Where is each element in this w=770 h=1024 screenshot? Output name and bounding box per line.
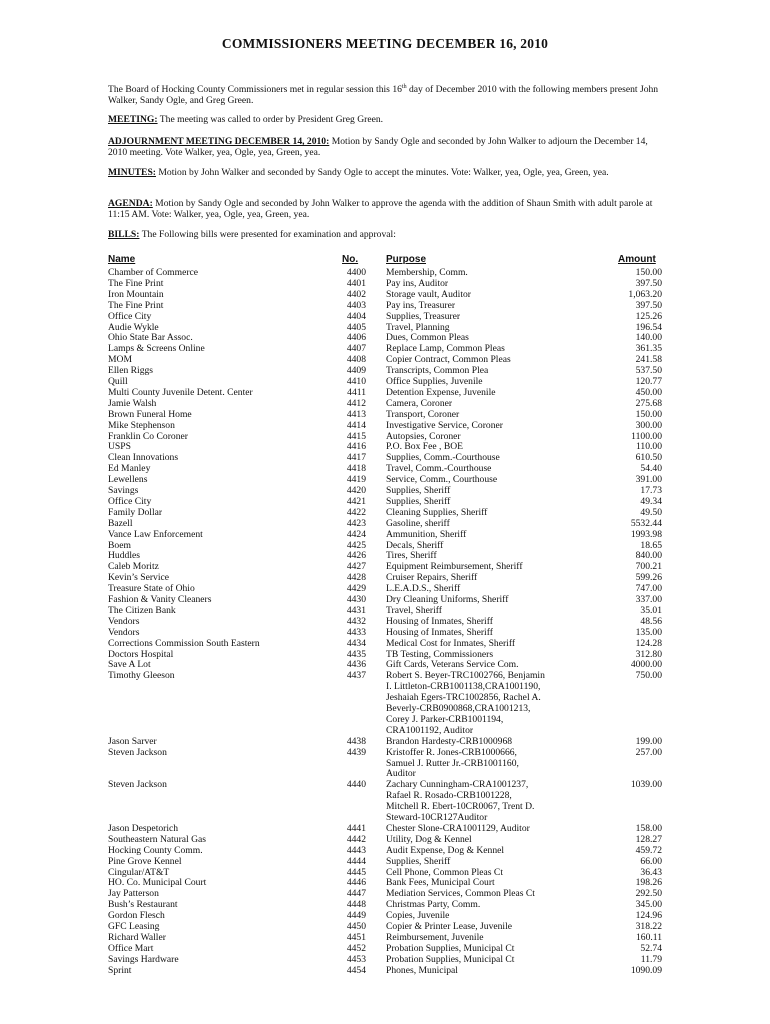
purpose-line: Pay ins, Treasurer bbox=[386, 299, 456, 311]
purpose-line: Office Supplies, Juvenile bbox=[386, 376, 483, 387]
purpose-line: Housing of Inmates, Sheriff bbox=[386, 615, 493, 627]
bill-number: 4425 bbox=[346, 539, 366, 551]
payee-name: Boem bbox=[108, 539, 131, 551]
purpose-line: Phones, Municipal bbox=[386, 964, 458, 976]
purpose-line: Brandon Hardesty-CRB1000968 bbox=[386, 735, 513, 747]
table-row bbox=[0, 671, 770, 736]
bill-purpose bbox=[386, 628, 566, 639]
bill-amount: 198.26 bbox=[635, 877, 662, 889]
purpose-line: Robert S. Beyer-TRC1002766, Benjamin bbox=[386, 670, 545, 682]
purpose-line: Zachary Cunningham-CRA1001237, bbox=[386, 779, 529, 791]
bill-number: 4433 bbox=[346, 626, 366, 638]
bill-amount: 150.00 bbox=[635, 408, 662, 420]
bill-number: 4430 bbox=[346, 594, 366, 605]
payee-name: Mike Stephenson bbox=[108, 419, 175, 431]
purpose-line: Mitchell R. Ebert-10CR0067, Trent D. bbox=[386, 801, 535, 813]
bill-number: 4436 bbox=[346, 659, 366, 671]
bill-amount: 54.40 bbox=[640, 463, 662, 475]
bill-purpose bbox=[386, 846, 566, 857]
bill-purpose bbox=[386, 519, 566, 530]
bill-number: 4435 bbox=[346, 648, 366, 660]
purpose-line: Pay ins, Auditor bbox=[386, 277, 449, 289]
bill-amount: 318.22 bbox=[635, 921, 662, 932]
bill-amount: 66.00 bbox=[640, 855, 662, 867]
purpose-line: Auditor bbox=[386, 768, 416, 780]
bill-number: 4401 bbox=[346, 277, 366, 289]
payee-name: Family Dollar bbox=[108, 506, 163, 518]
bill-purpose bbox=[386, 748, 566, 781]
bill-amount: 300.00 bbox=[635, 419, 662, 431]
purpose-line: I. Littleton-CRB1001138,CRA1001190, bbox=[386, 681, 541, 693]
bill-amount: 1039.00 bbox=[630, 779, 662, 791]
payee-name: Multi County Juvenile Detent. Center bbox=[108, 386, 253, 398]
bill-amount: 459.72 bbox=[635, 844, 662, 856]
bill-amount: 275.68 bbox=[635, 397, 662, 409]
bill-amount: 49.34 bbox=[640, 495, 662, 507]
meeting-section bbox=[108, 114, 668, 125]
bills-text: The Following bills were presented for examination and approval: bbox=[139, 229, 396, 240]
purpose-line: L.E.A.D.S., Sheriff bbox=[386, 583, 461, 595]
purpose-line: Supplies, Comm.-Courthouse bbox=[386, 452, 500, 464]
purpose-line: Ammunition, Sheriff bbox=[386, 528, 467, 540]
bill-amount: 35.01 bbox=[640, 604, 662, 616]
payee-name: Jason Despetorich bbox=[108, 822, 179, 834]
payee-name: Clean Innovations bbox=[108, 452, 179, 464]
table-row bbox=[0, 737, 770, 748]
bill-number: 4444 bbox=[346, 855, 366, 867]
bill-number: 4410 bbox=[346, 376, 366, 387]
column-header-name: Name bbox=[108, 254, 136, 265]
payee-name: Doctors Hospital bbox=[108, 648, 174, 660]
bill-amount: 124.28 bbox=[635, 637, 662, 649]
payee-name: Caleb Moritz bbox=[108, 561, 159, 573]
bill-amount: 1090.09 bbox=[630, 964, 662, 976]
bill-number: 4411 bbox=[347, 386, 366, 398]
meeting-text: The meeting was called to order by President Greg Green. bbox=[157, 114, 384, 125]
intro-text-end: day of December 2010 with the following members present John Walker, Sandy Ogle, and Greg Green. bbox=[108, 84, 659, 106]
payee-name: USPS bbox=[108, 441, 131, 453]
bill-number: 4419 bbox=[346, 474, 366, 486]
payee-name: Office Mart bbox=[108, 942, 154, 954]
bill-amount: 1,063.20 bbox=[628, 288, 662, 300]
payee-name: Iron Mountain bbox=[108, 288, 164, 300]
bill-number: 4432 bbox=[346, 615, 366, 627]
bill-amount: 125.26 bbox=[635, 310, 662, 322]
purpose-line: Medical Cost for Inmates, Sheriff bbox=[386, 637, 516, 649]
table-row bbox=[0, 846, 770, 857]
purpose-line: Transcripts, Common Plea bbox=[386, 365, 489, 377]
bill-amount: 391.00 bbox=[635, 474, 662, 486]
payee-name: MOM bbox=[108, 354, 132, 366]
bill-amount: 747.00 bbox=[635, 583, 662, 595]
bills-heading: BILLS: bbox=[108, 229, 140, 240]
payee-name: Ohio State Bar Assoc. bbox=[108, 332, 193, 344]
payee-name: Timothy Gleeson bbox=[108, 670, 175, 682]
intro-paragraph bbox=[108, 84, 668, 106]
bill-amount: 49.50 bbox=[640, 506, 662, 518]
bill-number: 4404 bbox=[346, 310, 366, 322]
purpose-line: Kristoffer R. Jones-CRB1000666, bbox=[386, 746, 517, 758]
bill-purpose bbox=[386, 410, 566, 421]
bill-amount: 537.50 bbox=[635, 365, 662, 377]
table-row bbox=[0, 301, 770, 312]
bill-number: 4438 bbox=[346, 735, 366, 747]
bill-amount: 120.77 bbox=[635, 376, 662, 387]
purpose-line: Travel, Sheriff bbox=[386, 604, 442, 616]
payee-name: Fashion & Vanity Cleaners bbox=[108, 594, 212, 605]
bill-amount: 599.26 bbox=[635, 572, 662, 584]
bill-number: 4431 bbox=[346, 604, 366, 616]
purpose-line: Cruiser Repairs, Sheriff bbox=[386, 572, 478, 584]
bill-amount: 397.50 bbox=[635, 299, 662, 311]
column-header-purpose: Purpose bbox=[386, 254, 427, 265]
minutes-heading: MINUTES: bbox=[108, 167, 156, 178]
purpose-line: Samuel J. Rutter Jr.-CRB1001160, bbox=[386, 757, 519, 769]
purpose-line: Decals, Sheriff bbox=[386, 539, 444, 551]
page-title: COMMISSIONERS MEETING DECEMBER 16, 2010 bbox=[221, 36, 549, 51]
bill-number: 4442 bbox=[346, 833, 366, 845]
table-row bbox=[0, 519, 770, 530]
agenda-text: Motion by Sandy Ogle and seconded by John Walker to approve the agenda with the addition of Shaun Smith with adult parole at 11:15 AM. Vote: Walker, yea, Ogle, yea, Green, yea. bbox=[108, 198, 653, 220]
bill-number: 4453 bbox=[346, 953, 366, 965]
bill-amount: 700.21 bbox=[635, 561, 662, 573]
purpose-line: Membership, Comm. bbox=[386, 267, 468, 278]
payee-name: Pine Grove Kennel bbox=[108, 855, 182, 867]
bill-number: 4415 bbox=[346, 430, 366, 442]
agenda-heading: AGENDA: bbox=[108, 198, 153, 209]
bill-number: 4412 bbox=[346, 397, 366, 409]
bill-purpose bbox=[386, 639, 566, 650]
bill-number: 4413 bbox=[346, 408, 366, 420]
purpose-line: Replace Lamp, Common Pleas bbox=[386, 343, 505, 355]
bill-amount: 750.00 bbox=[635, 670, 662, 682]
purpose-line: Mediation Services, Common Pleas Ct bbox=[386, 888, 535, 900]
payee-name: Steven Jackson bbox=[108, 746, 167, 758]
purpose-line: CRA1001192, Auditor bbox=[386, 724, 474, 736]
payee-name: Brown Funeral Home bbox=[108, 408, 192, 420]
purpose-line: Cell Phone, Common Pleas Ct bbox=[386, 866, 503, 878]
purpose-line: Chester Slone-CRA1001129, Auditor bbox=[386, 822, 530, 834]
bill-amount: 18.65 bbox=[640, 539, 662, 551]
payee-name: The Citizen Bank bbox=[108, 604, 176, 616]
bill-purpose bbox=[386, 671, 566, 736]
table-row bbox=[0, 780, 770, 824]
purpose-line: Copier Contract, Common Pleas bbox=[386, 354, 511, 366]
bill-amount: 1100.00 bbox=[631, 430, 662, 442]
bill-number: 4409 bbox=[346, 365, 366, 377]
payee-name: Vendors bbox=[108, 615, 140, 627]
bill-amount: 135.00 bbox=[635, 626, 662, 638]
payee-name: HO. Co. Municipal Court bbox=[108, 877, 207, 889]
payee-name: Jamie Walsh bbox=[108, 397, 157, 409]
bill-purpose bbox=[386, 301, 566, 312]
bill-amount: 48.56 bbox=[640, 615, 662, 627]
bill-number: 4447 bbox=[346, 888, 366, 900]
bill-purpose bbox=[386, 312, 566, 323]
bill-number: 4449 bbox=[346, 910, 366, 922]
bill-amount: 17.73 bbox=[640, 485, 662, 496]
purpose-line: Dry Cleaning Uniforms, Sheriff bbox=[386, 594, 509, 605]
purpose-line: Detention Expense, Juvenile bbox=[386, 386, 496, 398]
purpose-line: Probation Supplies, Municipal Ct bbox=[386, 942, 515, 954]
payee-name: Corrections Commission South Eastern bbox=[108, 637, 260, 649]
intro-ordinal-suffix: th bbox=[401, 83, 407, 90]
bill-amount: 345.00 bbox=[635, 899, 662, 911]
bill-number: 4434 bbox=[346, 637, 366, 649]
purpose-line: Copier & Printer Lease, Juvenile bbox=[386, 921, 513, 932]
payee-name: Franklin Co Coroner bbox=[108, 430, 188, 442]
bill-amount: 292.50 bbox=[635, 888, 662, 900]
payee-name: Chamber of Commerce bbox=[108, 267, 199, 278]
bill-number: 4408 bbox=[346, 354, 366, 366]
purpose-line: Gift Cards, Veterans Service Com. bbox=[386, 659, 519, 671]
purpose-line: Travel, Comm.-Courthouse bbox=[386, 463, 492, 475]
payee-name: Quill bbox=[108, 376, 128, 387]
bill-amount: 610.50 bbox=[635, 452, 662, 464]
payee-name: Lamps & Screens Online bbox=[108, 343, 205, 355]
table-row bbox=[0, 530, 770, 541]
payee-name: Treasure State of Ohio bbox=[108, 583, 195, 595]
purpose-line: Transport, Coroner bbox=[386, 408, 460, 420]
bill-amount: 124.96 bbox=[635, 910, 662, 922]
adjournment-section bbox=[108, 136, 668, 158]
bill-amount: 241.58 bbox=[635, 354, 662, 366]
bill-purpose bbox=[386, 966, 566, 977]
payee-name: Gordon Flesch bbox=[108, 910, 165, 922]
table-row bbox=[0, 421, 770, 432]
purpose-line: Gasoline, sheriff bbox=[386, 517, 450, 529]
purpose-line: Cleaning Supplies, Sheriff bbox=[386, 506, 488, 518]
payee-name: Jay Patterson bbox=[108, 888, 159, 900]
bill-amount: 4000.00 bbox=[630, 659, 662, 671]
bill-number: 4427 bbox=[346, 561, 366, 573]
table-row bbox=[0, 628, 770, 639]
purpose-line: Beverly-CRB0900868,CRA1001213, bbox=[386, 703, 531, 715]
bill-amount: 397.50 bbox=[635, 277, 662, 289]
bill-amount: 11.79 bbox=[640, 953, 662, 965]
bill-amount: 337.00 bbox=[635, 594, 662, 605]
purpose-line: Corey J. Parker-CRB1001194, bbox=[386, 713, 504, 725]
purpose-line: Equipment Reimbursement, Sheriff bbox=[386, 561, 523, 573]
bill-number: 4439 bbox=[346, 746, 366, 758]
purpose-line: TB Testing, Commissioners bbox=[386, 648, 494, 660]
payee-name: Lewellens bbox=[108, 474, 148, 486]
bill-number: 4448 bbox=[346, 899, 366, 911]
payee-name: Savings Hardware bbox=[108, 953, 179, 965]
minutes-text: Motion by John Walker and seconded by Sandy Ogle to accept the minutes. Vote: Walker, yea, Ogle, yea, Green, yea. bbox=[155, 167, 609, 178]
purpose-line: Travel, Planning bbox=[386, 321, 450, 333]
bill-number: 4406 bbox=[346, 332, 366, 344]
bill-number: 4437 bbox=[346, 670, 366, 682]
table-row bbox=[0, 857, 770, 868]
payee-name: Jason Sarver bbox=[108, 735, 157, 747]
bill-amount: 36.43 bbox=[640, 866, 662, 878]
payee-name: The Fine Print bbox=[108, 277, 164, 289]
bill-amount: 199.00 bbox=[635, 735, 662, 747]
purpose-line: Copies, Juvenile bbox=[386, 910, 450, 922]
bill-number: 4407 bbox=[346, 343, 366, 355]
bill-purpose bbox=[386, 421, 566, 432]
bill-amount: 312.80 bbox=[635, 648, 662, 660]
bill-amount: 450.00 bbox=[635, 386, 662, 398]
bill-number: 4443 bbox=[346, 844, 366, 856]
purpose-line: Supplies, Sheriff bbox=[386, 495, 451, 507]
bill-purpose bbox=[386, 737, 566, 748]
meeting-heading: MEETING: bbox=[108, 114, 158, 125]
bill-number: 4422 bbox=[346, 506, 366, 518]
bill-number: 4440 bbox=[346, 779, 366, 791]
adjournment-text: Motion by Sandy Ogle and seconded by John Walker to adjourn the December 14, 2010 meeting. Vote Walker, yea, Ogle, yea, Green, yea. bbox=[108, 136, 648, 158]
bill-number: 4450 bbox=[346, 921, 366, 932]
payee-name: Bush’s Restaurant bbox=[108, 899, 178, 911]
bill-number: 4423 bbox=[346, 517, 366, 529]
bill-number: 4441 bbox=[346, 822, 366, 834]
payee-name: Hocking County Comm. bbox=[108, 844, 203, 856]
bill-number: 4446 bbox=[346, 877, 366, 889]
purpose-line: Dues, Common Pleas bbox=[386, 332, 469, 344]
payee-name: Kevin’s Service bbox=[108, 572, 170, 584]
table-row bbox=[0, 410, 770, 421]
payee-name: Vance Law Enforcement bbox=[108, 528, 203, 540]
purpose-line: Audit Expense, Dog & Kennel bbox=[386, 844, 505, 856]
bill-amount: 257.00 bbox=[635, 746, 662, 758]
intro-text-start: The Board of Hocking County Commissioners met in regular session this 16 bbox=[108, 84, 402, 95]
bill-amount: 196.54 bbox=[635, 321, 662, 333]
purpose-line: Tires, Sheriff bbox=[386, 550, 437, 562]
payee-name: Vendors bbox=[108, 626, 140, 638]
payee-name: Steven Jackson bbox=[108, 779, 167, 791]
bill-number: 4445 bbox=[346, 866, 366, 878]
bill-amount: 52.74 bbox=[640, 942, 662, 954]
bill-amount: 110.00 bbox=[635, 441, 662, 453]
bill-number: 4405 bbox=[346, 321, 366, 333]
agenda-section bbox=[108, 198, 668, 220]
purpose-line: Service, Comm., Courthouse bbox=[386, 474, 498, 486]
bill-number: 4420 bbox=[346, 485, 366, 496]
purpose-line: Steward-10CR127Auditor bbox=[386, 812, 488, 824]
bill-number: 4421 bbox=[346, 495, 366, 507]
bill-number: 4428 bbox=[346, 572, 366, 584]
bill-number: 4402 bbox=[346, 288, 366, 300]
table-row bbox=[0, 639, 770, 650]
column-header-amount: Amount bbox=[618, 254, 656, 265]
minutes-section bbox=[108, 167, 668, 178]
table-row bbox=[0, 966, 770, 977]
payee-name: Save A Lot bbox=[108, 659, 151, 671]
purpose-line: Reimbursement, Juvenile bbox=[386, 931, 484, 943]
bill-purpose bbox=[386, 955, 566, 966]
bill-number: 4417 bbox=[346, 452, 366, 464]
purpose-line: Rafael R. Rosado-CRB1001228, bbox=[386, 790, 512, 802]
column-header-no: No. bbox=[342, 254, 359, 265]
table-row bbox=[0, 955, 770, 966]
bill-purpose bbox=[386, 857, 566, 868]
payee-name: Richard Waller bbox=[108, 931, 166, 943]
bill-number: 4400 bbox=[346, 267, 366, 278]
bill-number: 4451 bbox=[346, 931, 366, 943]
bill-number: 4452 bbox=[346, 942, 366, 954]
bill-amount: 1993.98 bbox=[630, 528, 662, 540]
purpose-line: Investigative Service, Coroner bbox=[386, 419, 503, 431]
payee-name: Huddles bbox=[108, 550, 140, 562]
bill-amount: 840.00 bbox=[635, 550, 662, 562]
bill-amount: 361.35 bbox=[635, 343, 662, 355]
bill-number: 4414 bbox=[346, 419, 366, 431]
bill-purpose bbox=[386, 780, 566, 824]
payee-name: Sprint bbox=[108, 964, 132, 976]
bill-number: 4418 bbox=[346, 463, 366, 475]
payee-name: Cingular/AT&T bbox=[108, 866, 170, 878]
payee-name: Bazell bbox=[108, 517, 133, 529]
purpose-line: Housing of Inmates, Sheriff bbox=[386, 626, 493, 638]
purpose-line: Christmas Party, Comm. bbox=[386, 899, 481, 911]
adjournment-heading: ADJOURNMENT MEETING DECEMBER 14, 2010: bbox=[108, 136, 330, 147]
purpose-line: Jeshaiah Egers-TRC1002856, Rachel A. bbox=[386, 692, 541, 704]
purpose-line: Autopsies, Coroner bbox=[386, 430, 461, 442]
bill-number: 4416 bbox=[346, 441, 366, 453]
bill-number: 4429 bbox=[346, 583, 366, 595]
payee-name: GFC Leasing bbox=[108, 921, 160, 932]
bill-amount: 160.11 bbox=[635, 931, 662, 943]
payee-name: Ellen Riggs bbox=[108, 365, 154, 377]
purpose-line: Supplies, Treasurer bbox=[386, 310, 461, 322]
purpose-line: Camera, Coroner bbox=[386, 397, 453, 409]
purpose-line: Utility, Dog & Kennel bbox=[386, 833, 472, 845]
purpose-line: Probation Supplies, Municipal Ct bbox=[386, 953, 515, 965]
purpose-line: Supplies, Sheriff bbox=[386, 855, 451, 867]
bill-amount: 5532.44 bbox=[630, 517, 662, 529]
bill-number: 4426 bbox=[346, 550, 366, 562]
bill-number: 4454 bbox=[346, 964, 366, 976]
table-row bbox=[0, 312, 770, 323]
purpose-line: Supplies, Sheriff bbox=[386, 485, 451, 496]
bill-amount: 150.00 bbox=[635, 267, 662, 278]
bill-number: 4403 bbox=[346, 299, 366, 311]
purpose-line: Storage vault, Auditor bbox=[386, 288, 471, 300]
table-row bbox=[0, 748, 770, 781]
purpose-line: P.O. Box Fee , BOE bbox=[386, 441, 464, 453]
payee-name: Office City bbox=[108, 310, 152, 322]
bill-number: 4424 bbox=[346, 528, 366, 540]
payee-name: The Fine Print bbox=[108, 299, 164, 311]
purpose-line: Bank Fees, Municipal Court bbox=[386, 877, 495, 889]
payee-name: Savings bbox=[108, 485, 139, 496]
payee-name: Ed Manley bbox=[108, 463, 151, 475]
payee-name: Southeastern Natural Gas bbox=[108, 833, 207, 845]
payee-name: Office City bbox=[108, 495, 152, 507]
bill-amount: 140.00 bbox=[635, 332, 662, 344]
bill-amount: 158.00 bbox=[635, 822, 662, 834]
payee-name: Audie Wykle bbox=[108, 321, 159, 333]
bill-purpose bbox=[386, 530, 566, 541]
bill-amount: 128.27 bbox=[635, 833, 662, 845]
bills-section bbox=[108, 229, 668, 240]
